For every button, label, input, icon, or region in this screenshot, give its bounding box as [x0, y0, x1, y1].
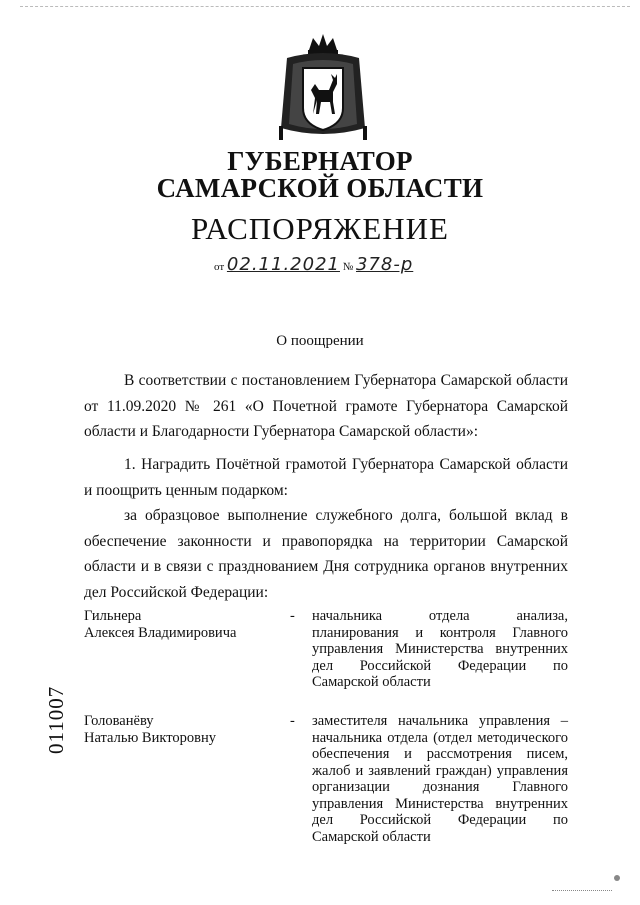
awardee-name: Гильнера Алексея Владимировича	[84, 608, 237, 641]
reason-paragraph: за образцовое выполнение служебного долга, большой вклад в обеспечение законности и правопорядка на территории Самарской области и в связи с празднованием Дня сотрудника органов внутренних дел Российской Федерации:	[84, 507, 568, 601]
award-paragraph: 1. Наградить Почётной грамотой Губернатора Самарской области и поощрить ценным подарком:	[84, 456, 568, 499]
registration-code: 011007	[44, 685, 68, 754]
scan-top-line	[20, 6, 630, 7]
number-prefix: №	[342, 261, 354, 273]
scan-corner-mark	[552, 890, 612, 891]
awardee-position: начальника отдела анализа, планирования и контроля Главного управления Министерства внутренних дел Российской Федерации по Самарской области	[312, 608, 568, 690]
entry-dash: -	[290, 713, 295, 729]
issuer-region: САМАРСКОЙ ОБЛАСТИ	[156, 173, 484, 203]
entry-dash: -	[290, 608, 295, 624]
document-number: 378-р	[355, 254, 414, 275]
document-type: РАСПОРЯЖЕНИЕ	[191, 211, 449, 246]
scan-dot-mark	[614, 875, 620, 881]
date-prefix: от	[214, 261, 225, 273]
awardee-position: заместителя начальника управления – начальника отдела (отдел методического обеспечения и рассмотрения писем, жалоб и заявлений граждан) управления организации дознания Главного управления Министерства внутренних дел Российской Федерации по Самарской области	[312, 713, 568, 845]
date-number-line	[214, 254, 413, 275]
preamble-paragraph: В соответствии с постановлением Губернатора Самарской области от 11.09.2020 № 261 «О Почетной грамоте Губернатора Самарской области и Благодарности Губернатора Самарской области»:	[84, 372, 568, 440]
awardee-name: Голованёву Наталью Викторовну	[84, 713, 216, 746]
document-subject: О поощрении	[276, 333, 364, 349]
document-date: 02.11.2021	[226, 254, 340, 275]
issuer-title: ГУБЕРНАТОР	[227, 146, 413, 176]
samara-coat-of-arms-icon	[275, 28, 371, 148]
